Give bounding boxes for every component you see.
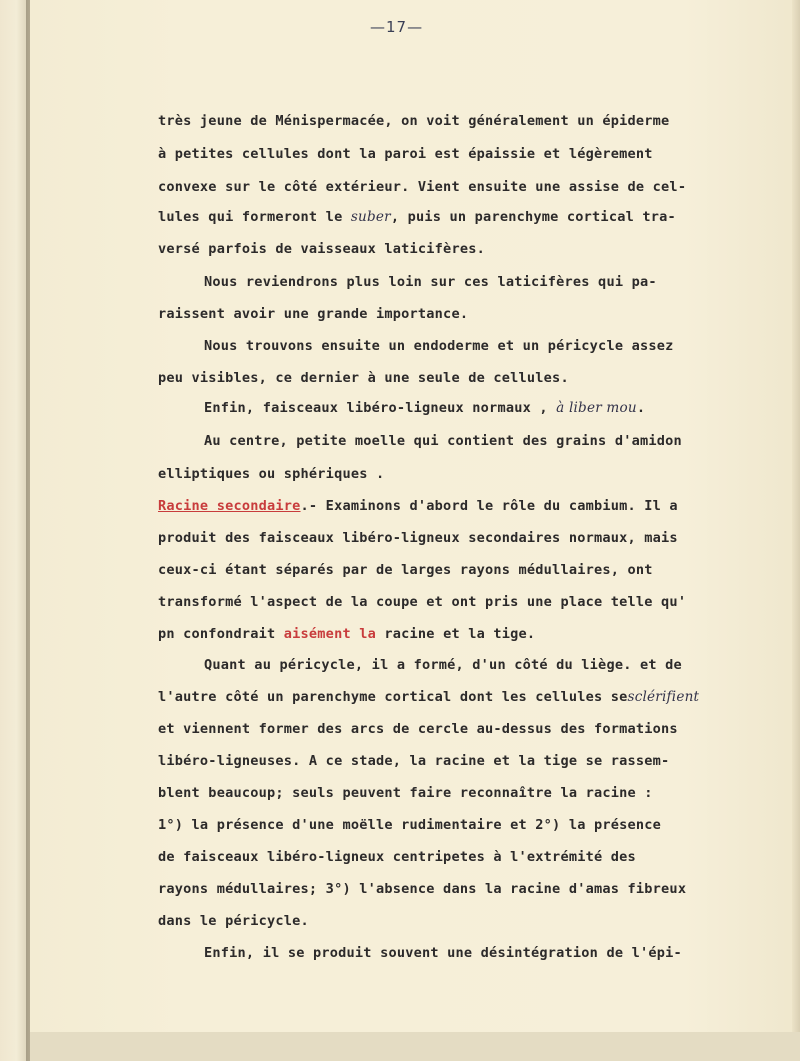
text-segment: , puis un parenchyme cortical tra- (390, 209, 676, 225)
text-line: ceux-ci étant séparés par de larges rayons médullaires, ont (158, 562, 653, 578)
text-line: convexe sur le côté extérieur. Vient ensuite une assise de cel- (158, 179, 687, 195)
text-line (158, 689, 699, 705)
handwritten-insertion: à liber mou (556, 400, 637, 416)
text-segment: lules qui formeront le (158, 209, 351, 225)
text-line: versé parfois de vaisseaux laticifères. (158, 241, 485, 257)
text-line (204, 400, 645, 416)
text-line: à petites cellules dont la paroi est épaissie et légèrement (158, 146, 653, 162)
text-segment: Enfin, faisceaux libéro-ligneux normaux , (204, 400, 557, 416)
text-segment: l'autre côté un parenchyme cortical dont les cellules se (158, 689, 628, 705)
text-line: Nous trouvons ensuite un endoderme et un péricycle assez (204, 338, 674, 354)
text-line: de faisceaux libéro-ligneux centripetes à l'extrémité des (158, 849, 636, 865)
text-line (158, 498, 678, 514)
text-line: dans le péricycle. (158, 913, 309, 929)
section-heading: Racine secondaire (158, 498, 301, 514)
text-line: blent beaucoup; seuls peuvent faire reconnaître la racine : (158, 785, 653, 801)
text-segment: pn confondrait (158, 626, 284, 642)
text-line: Au centre, petite moelle qui contient des grains d'amidon (204, 433, 682, 449)
page-edge (792, 0, 800, 1032)
handwritten-insertion: suber (350, 209, 391, 225)
bottom-margin (30, 1032, 800, 1061)
emphasized-text: aisément la (283, 626, 376, 642)
text-line (158, 209, 676, 225)
text-segment: . (636, 400, 646, 416)
text-line: très jeune de Ménispermacée, on voit généralement un épiderme (158, 113, 670, 129)
text-line: Enfin, il se produit souvent une désintégration de l'épi- (204, 945, 682, 961)
text-line (158, 626, 535, 642)
text-line: libéro-ligneuses. A ce stade, la racine et la tige se rassem- (158, 753, 670, 769)
text-line: rayons médullaires; 3°) l'absence dans la racine d'amas fibreux (158, 881, 687, 897)
handwritten-insertion: sclérifient (627, 689, 700, 705)
text-line: transformé l'aspect de la coupe et ont pris une place telle qu' (158, 594, 687, 610)
text-line: Quant au péricycle, il a formé, d'un côté du liège. et de (204, 657, 682, 673)
text-line: Nous reviendrons plus loin sur ces laticifères qui pa- (204, 274, 657, 290)
text-line: et viennent former des arcs de cercle au-dessus des formations (158, 721, 678, 737)
text-line: produit des faisceaux libéro-ligneux secondaires normaux, mais (158, 530, 678, 546)
text-line: peu visibles, ce dernier à une seule de cellules. (158, 370, 569, 386)
text-line: raissent avoir une grande importance. (158, 306, 469, 322)
text-line: elliptiques ou sphériques . (158, 466, 385, 482)
text-segment: .- Examinons d'abord le rôle du cambium. Il a (300, 498, 678, 514)
page-number: —17— (370, 18, 424, 36)
text-line: 1°) la présence d'une moëlle rudimentaire et 2°) la présence (158, 817, 662, 833)
text-segment: racine et la tige. (376, 626, 536, 642)
